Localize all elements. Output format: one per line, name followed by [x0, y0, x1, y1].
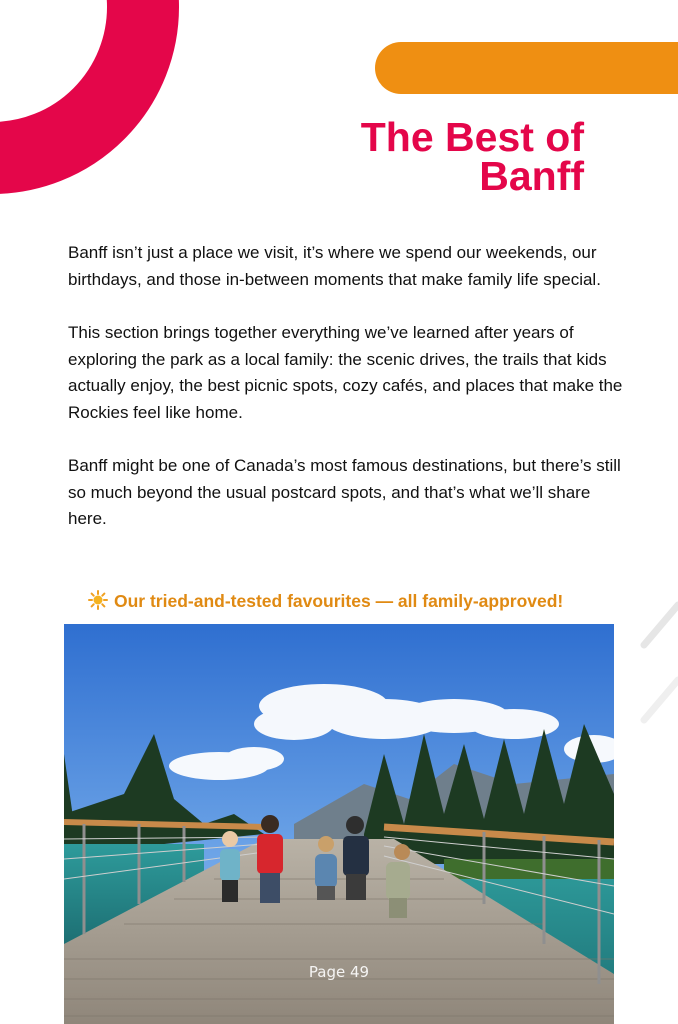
tagline — [88, 589, 608, 613]
decorative-lines — [638, 585, 678, 725]
paragraph-1: Banff isn’t just a place we visit, it’s where we spend our weekends, our birthdays, and those in-between moments that make family life special. — [68, 243, 601, 289]
page-number: Page 49 — [308, 963, 370, 981]
intro-text — [68, 240, 623, 560]
decorative-orange-bar — [375, 42, 678, 94]
tagline-text: Our tried-and-tested favourites — all family-approved! — [114, 591, 564, 611]
paragraph-3: Banff might be one of Canada’s most famous destinations, but there’s still so much beyond the usual postcard spots, and that’s what we’ll share here. — [68, 456, 621, 528]
decorative-pink-ring — [0, 0, 179, 194]
title-line-2: Banff — [479, 153, 584, 199]
title-line-1: The Best of — [360, 114, 584, 160]
paragraph-2: This section brings together everything we’ve learned after years of exploring the park as a local family: the scenic drives, the trails that kids actually enjoy, the best picnic spots, cozy cafés, and places that make the Rockies feel like home. — [68, 323, 623, 422]
page-title — [360, 114, 584, 199]
sun-icon — [88, 590, 108, 610]
